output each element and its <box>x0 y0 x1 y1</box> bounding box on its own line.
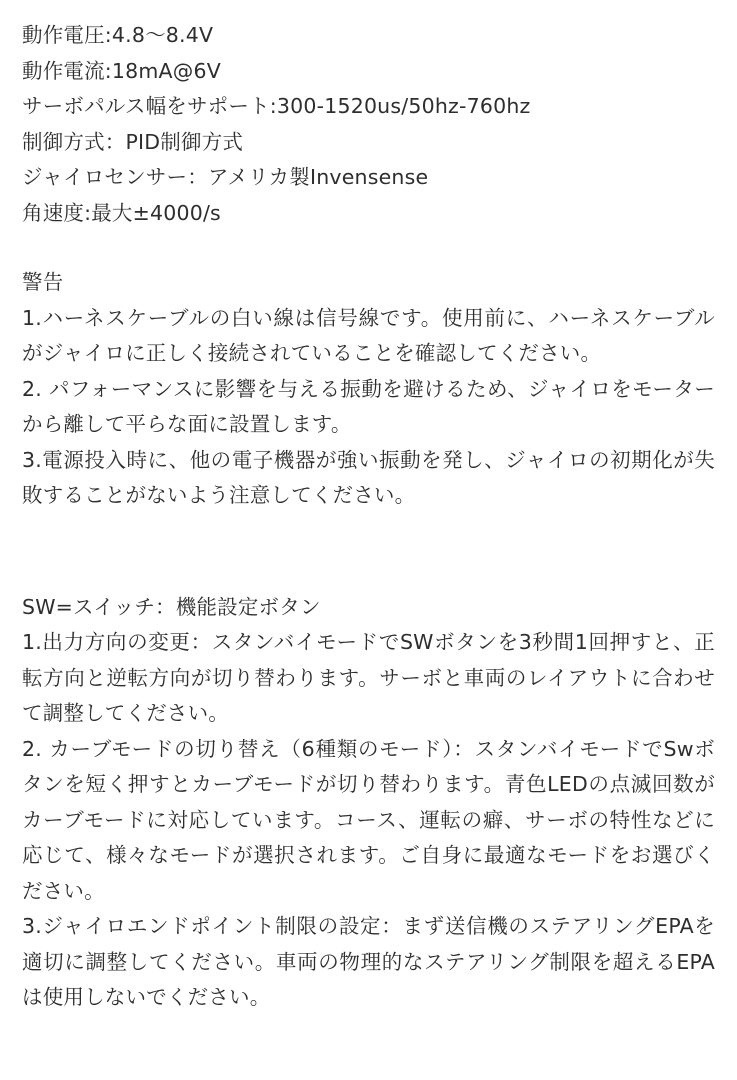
spec-line-servo-pulse-width: サーボパルス幅をサポート:300-1520us/50hz-760hz <box>22 94 531 118</box>
warning-heading: 警告 <box>22 270 64 294</box>
spec-line-operating-current: 動作電流:18mA@6V <box>22 58 221 83</box>
switch-item-2: 2. カーブモードの切り替え（6種類のモード）：スタンバイモードでSwボタンを短く押すとカーブモードが切り替わります。青色LEDの点滅回数がカーブモードに対応しています。コース、運転の癖、サーボの特性などに応じて、様々なモードが選択されます。ご自身に最適なモードをお選びください。 <box>22 736 715 903</box>
switch-heading: SW=スイッチ：機能設定ボタン <box>22 594 321 619</box>
warning-item-2: 2. パフォーマンスに影響を与える振動を避けるため、ジャイロをモーターから離して平らな面に設置します。 <box>22 376 715 436</box>
spec-line-control-method: 制御方式：PID制御方式 <box>22 129 244 154</box>
warning-item-3: 3.電源投入時に、他の電子機器が強い振動を発し、ジャイロの初期化が失敗することがないよう注意してください。 <box>22 447 715 507</box>
specifications-section <box>22 18 715 231</box>
switch-item-3: 3.ジャイロエンドポイント制限の設定：まず送信機のステアリングEPAを適切に調整してください。車両の物理的なステアリング制限を超えるEPAは使用しないでください。 <box>22 914 715 1009</box>
warning-item-1: 1.ハーネスケーブルの白い線は信号線です。使用前に、ハーネスケーブルがジャイロに正しく接続されていることを確認してください。 <box>22 305 715 365</box>
switch-function-section <box>22 590 715 1016</box>
warning-section <box>22 265 715 514</box>
section-spacer-2 <box>22 514 715 590</box>
section-spacer-1 <box>22 231 715 265</box>
spec-line-gyro-sensor: ジャイロセンサー：アメリカ製Invensense <box>22 165 429 189</box>
switch-item-1: 1.出力方向の変更：スタンバイモードでSWボタンを3秒間1回押すと、正転方向と逆転方向が切り替わります。サーボと車両のレイアウトに合わせて調整してください。 <box>22 630 715 725</box>
spec-line-angular-velocity: 角速度:最大±4000/s <box>22 200 221 225</box>
spec-line-operating-voltage: 動作電圧:4.8〜8.4V <box>22 23 214 47</box>
